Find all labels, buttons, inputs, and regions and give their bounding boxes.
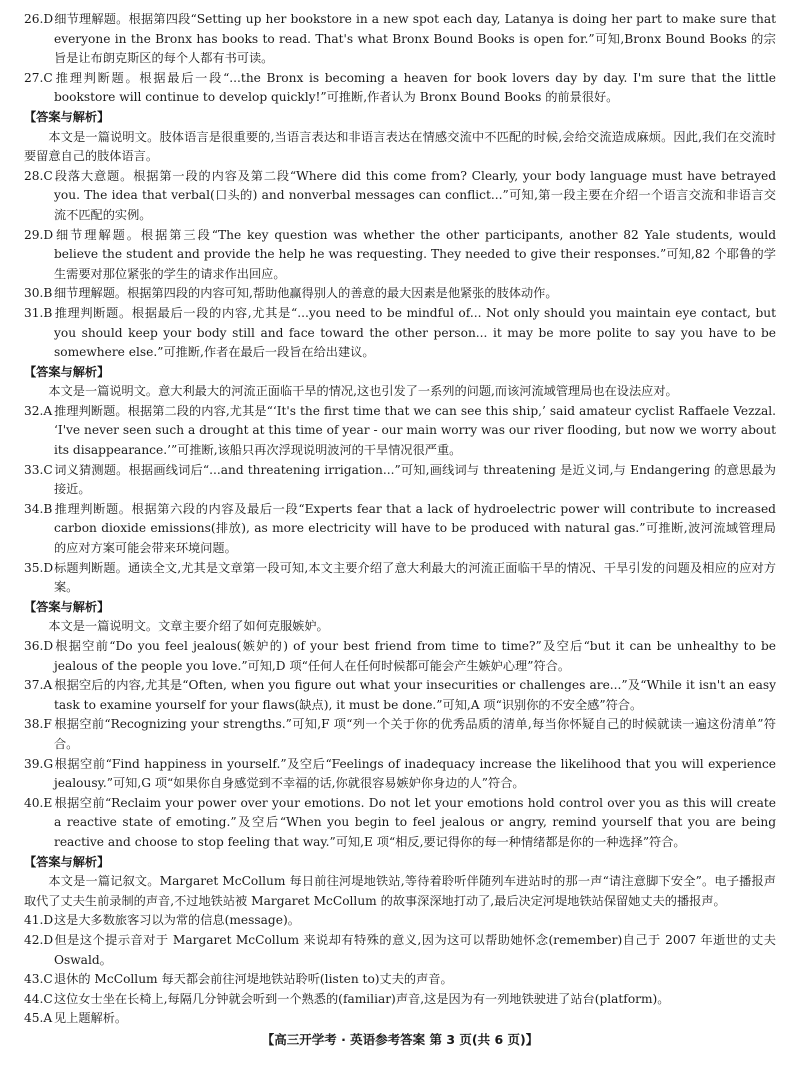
answer-explanation: 推理判断题。根据最后一段“...the Bronx is becoming a heaven for book lovers day by day. I'm sure that the little bookstore will continue to develop quickly!”可推断,作者认为 Bronx Bound Books 的前景很好。: [54, 70, 776, 105]
answer-explanation: 标题判断题。通读全文,尤其是文章第一段可知,本文主要介绍了意大利最大的河流正面临干旱的情况、干旱引发的问题及相应的应对方案。: [54, 560, 776, 595]
answer-item: [24, 676, 776, 715]
answer-item: [24, 970, 776, 990]
answer-number: 43.C: [24, 972, 53, 987]
answer-number: 31.B: [24, 305, 53, 320]
answer-number: 40.E: [24, 795, 53, 810]
answer-number: 33.C: [24, 462, 53, 477]
answer-number: 26.D: [24, 12, 54, 26]
answer-item: [24, 402, 776, 461]
section-heading: 【答案与解析】: [24, 854, 110, 869]
answer-explanation: 根据空前“Find happiness in yourself.”及空后“Feelings of inadequacy increase the likelihood that you will experience jealousy.”可知,G 项“如果你自身感觉到不幸福的话,你就很容易嫉妒你身边的人”符合。: [54, 756, 776, 791]
answer-explanation: 根据空后的内容,尤其是“Often, when you figure out what your insecurities or challenges are...”及“While it isn't an easy task to examine yourself for your flaws(缺点), it must be done.”可知,A 项“识别你的不安全感”符合。: [54, 678, 776, 712]
answer-item: [24, 637, 776, 676]
passage-summary: 本文是一篇说明文。文章主要介绍了如何克服嫉妒。: [48, 619, 329, 634]
answer-explanation: 段落大意题。根据第一段的内容及第二段“Where did this come from? Clearly, your body language must have betrayed you. The idea that verbal(口头的) and nonverbal messages can conflict...”可知,第一段主要在介绍一个语言交流和非语言交流不匹配的实例。: [54, 168, 776, 222]
answer-explanation: 细节理解题。根据第四段“Setting up her bookstore in a new spot each day, Latanya is doing her part to make sure that everyone in the Bronx has books to read. That's what Bronx Bound Books is open for.”可知,Bronx Bound Books 的宗旨是让布朗克斯区的每个人都有书可读。: [54, 12, 776, 66]
answer-number: 38.F: [24, 717, 52, 732]
answer-number: 35.D: [24, 560, 54, 575]
answer-number: 44.C: [24, 991, 53, 1006]
answer-number: 32.A: [24, 403, 53, 418]
answer-item: [24, 500, 776, 559]
answer-explanation: 根据空前“Do you feel jealous(嫉妒的) of your best friend from time to time?”及空后“but it can be unhealthy to be jealous of the people you love.”可知,D 项“任何人在任何时候都可能会产生嫉妒心理”符合。: [54, 639, 776, 673]
answer-explanation: 退休的 McCollum 每天都会前往河堤地铁站聆听(listen to)丈夫的声音。: [54, 972, 453, 987]
answer-number: 28.C: [24, 168, 53, 183]
answer-number: 29.D: [24, 227, 54, 242]
answer-explanation: 这是大多数旅客习以为常的信息(message)。: [54, 913, 300, 928]
answer-item: [24, 755, 776, 794]
passage-summary: 本文是一篇说明文。肢体语言是很重要的,当语言表达和非语言表达在情感交流中不匹配的时候,会给交流造成麻烦。因此,我们在交流时要留意自己的肢体语言。: [24, 129, 776, 164]
answer-item: [24, 559, 776, 598]
answer-explanation: 根据空前“Reclaim your power over your emotions. Do not let your emotions hold control over you as this will create a reactive state of emoting.”及空后“When you begin to feel jealous or angry, remind yourself that you are being reactive and choose to stop feeling that way.”可知,E 项“相反,要记得你的每一种情绪都是你的一种选择”符合。: [54, 795, 776, 849]
answer-item: [24, 715, 776, 754]
answer-explanation: 推理判断题。根据第六段的内容及最后一段“Experts fear that a lack of hydroelectric power will contribute to increased carbon dioxide emissions(排放), as more electricity will have to be produced with natural gas.”可推断,波河流域管理局的应对方案可能会带来环境问题。: [54, 501, 776, 556]
answer-item: [24, 69, 776, 108]
answer-explanation: 这位女士坐在长椅上,每隔几分钟就会听到一个熟悉的(familiar)声音,这是因为有一列地铁驶进了站台(platform)。: [54, 991, 670, 1006]
answer-item: [24, 10, 776, 69]
answer-item: [24, 990, 776, 1010]
answer-item: [24, 461, 776, 500]
answer-item: [24, 911, 776, 931]
answer-item: [24, 284, 776, 304]
answer-item: [24, 304, 776, 363]
answer-number: 42.D: [24, 932, 54, 947]
answer-number: 30.B: [24, 286, 53, 301]
answer-number: 27.C: [24, 70, 53, 85]
answer-explanation: 推理判断题。根据第二段的内容,尤其是“‘It's the first time that we can see this ship,’ said amateur cyclist Raffaele Vezzal. ‘I've never seen such a drought at this time of year - our main worry was our river flooding, but now we worry about its disappearance.’”可推断,该船只再次浮现说明波河的干旱情况很严重。: [54, 403, 776, 458]
answer-item: [24, 794, 776, 853]
answer-number: 36.D: [24, 639, 54, 653]
page-footer: 【高三开学考 · 英语参考答案 第 3 页(共 6 页)】: [261, 1032, 539, 1047]
answer-item: [24, 931, 776, 970]
answer-explanation: 但是这个提示音对于 Margaret McCollum 来说却有特殊的意义,因为这可以帮助她怀念(remember)自己于 2007 年逝世的丈夫 Oswald。: [54, 932, 776, 967]
answer-explanation: 细节理解题。根据第四段的内容可知,帮助他赢得别人的善意的最大因素是他紧张的肢体动作。: [54, 286, 558, 301]
answer-explanation: 推理判断题。根据最后一段的内容,尤其是“...you need to be mindful of... Not only should you maintain eye contact, but you should keep your body still and face toward the other person... it may be more polite to say you have to be somewhere else.”可推断,作者在最后一段旨在给出建议。: [54, 305, 776, 360]
answer-content: [24, 10, 776, 1029]
answer-explanation: 词义猜测题。根据画线词后“...and threatening irrigation...”可知,画线词与 threatening 是近义词,与 Endangering 的意思最为接近。: [54, 462, 776, 497]
passage-summary: 本文是一篇说明文。意大利最大的河流正面临干旱的情况,这也引发了一系列的问题,而该河流域管理局也在设法应对。: [48, 384, 678, 399]
section-heading: 【答案与解析】: [24, 364, 110, 379]
answer-number: 37.A: [24, 678, 53, 693]
answer-number: 39.G: [24, 756, 54, 771]
answer-explanation: 细节理解题。根据第三段“The key question was whether the other participants, another 82 Yale students, would believe the student and provide the help he was requesting. They needed to give their responses.”可知,82 个耶鲁的学生需要对那位紧张的学生的请求作出回应。: [54, 227, 776, 281]
answer-number: 45.A: [24, 1011, 53, 1026]
section-heading: 【答案与解析】: [24, 599, 110, 614]
answer-item: [24, 226, 776, 285]
section-heading: 【答案与解析】: [24, 109, 110, 124]
answer-number: 41.D: [24, 913, 54, 928]
answer-item: [24, 1009, 776, 1029]
answer-explanation: 见上题解析。: [54, 1011, 128, 1026]
answer-number: 34.B: [24, 501, 53, 516]
answer-item: [24, 167, 776, 226]
passage-summary: 本文是一篇记叙文。Margaret McCollum 每日前往河堤地铁站,等待着聆听伴随列车进站时的那一声“请注意脚下安全”。电子播报声取代了丈夫生前录制的声音,不过地铁站被 Margaret McCollum 的故事深深地打动了,最后决定河堤地铁站保留她丈夫的播报声。: [24, 874, 776, 908]
answer-explanation: 根据空前“Recognizing your strengths.”可知,F 项“列一个关于你的优秀品质的清单,每当你怀疑自己的时候就读一遍这份清单”符合。: [54, 717, 776, 751]
